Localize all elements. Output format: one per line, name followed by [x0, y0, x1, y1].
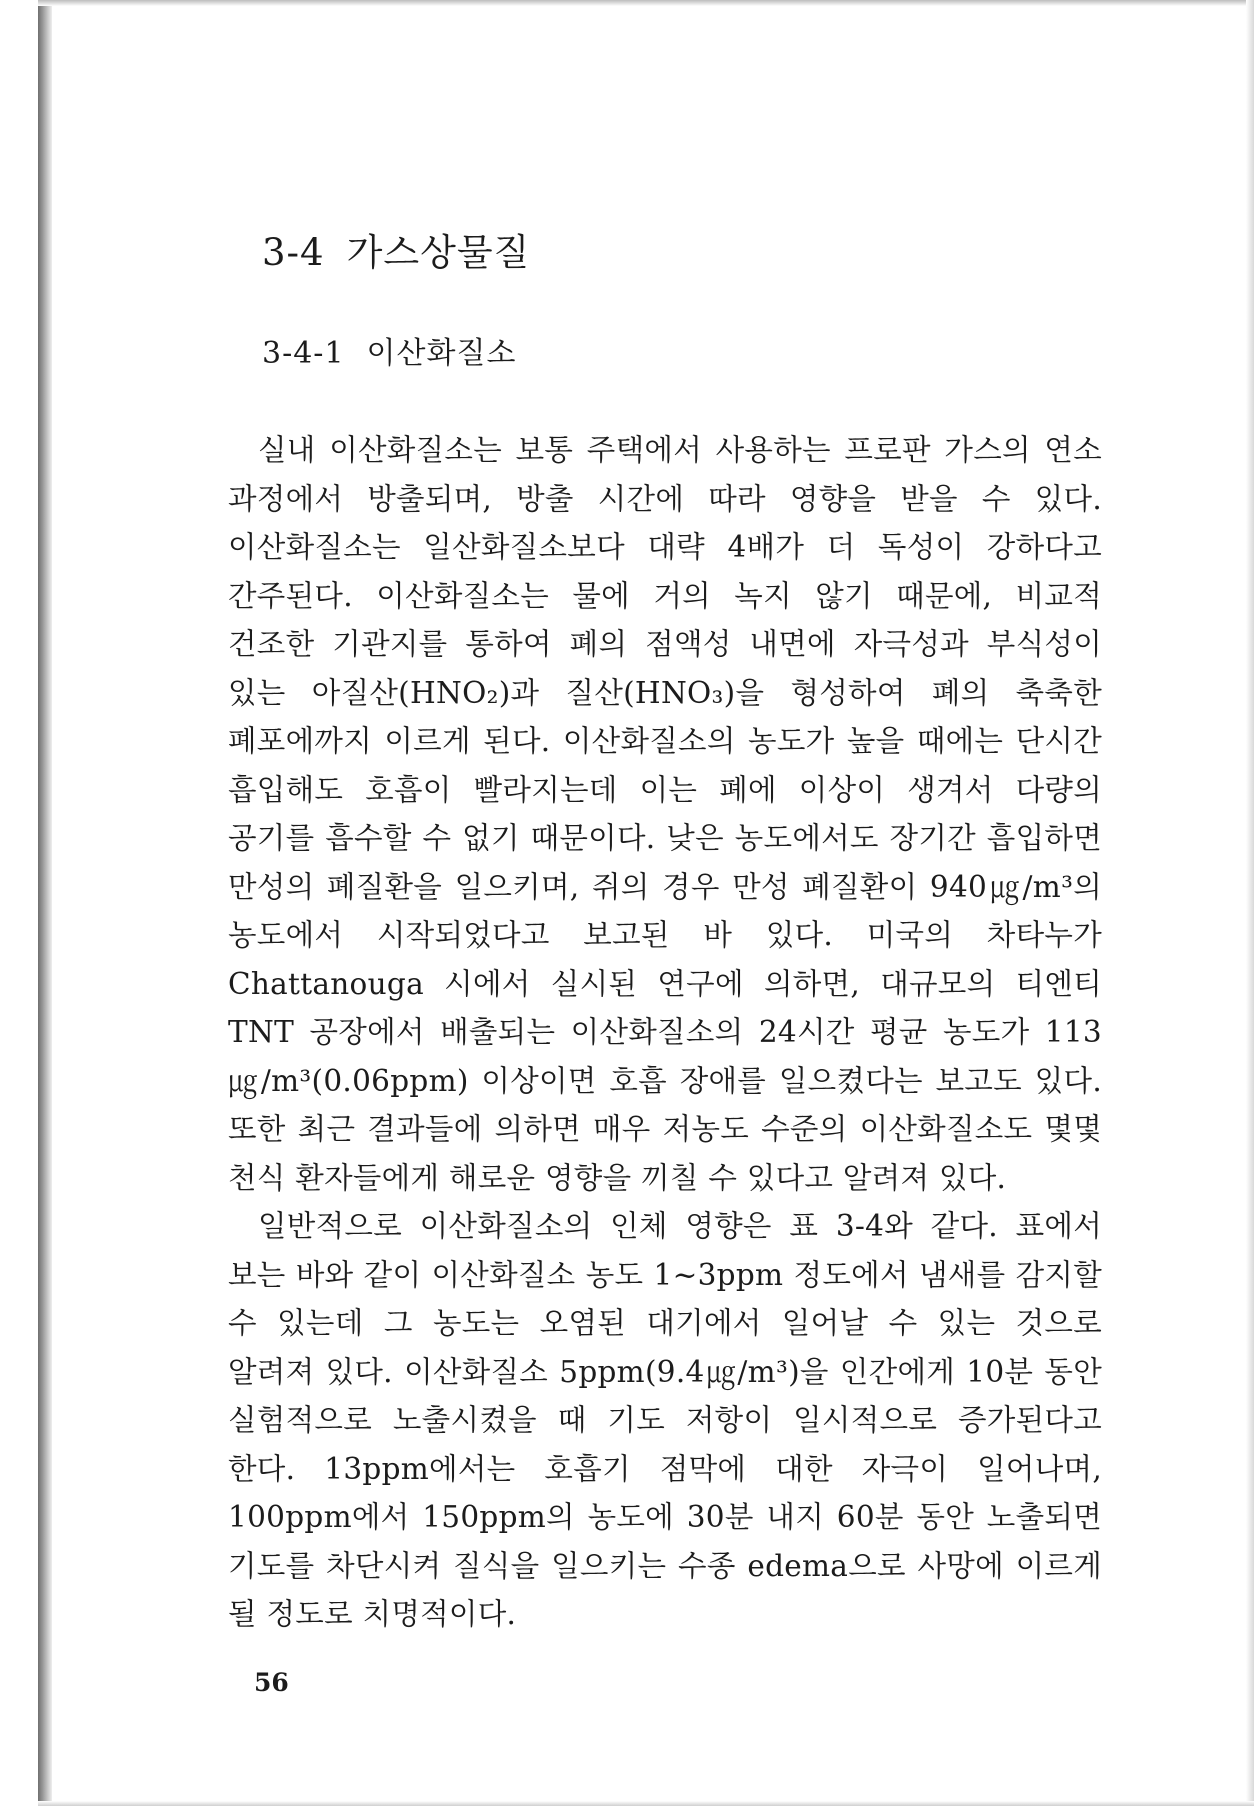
page-bottom-edge — [38, 1801, 1254, 1806]
paragraph-1: 실내 이산화질소는 보통 주택에서 사용하는 프로판 가스의 연소 과정에서 방출되며, 방출 시간에 따라 영향을 받을 수 있다. 이산화질소는 일산화질소보다 대략 4배가 더 독성이 강하다고 간주된다. 이산화질소는 물에 거의 녹지 않기 때문에, 비교적 건조한 기관지를 통하여 폐의 점액성 내면에 자극성과 부식성이 있는 아질산(HNO₂)과 질산(HNO₃)을 형성하여 폐의 축축한 폐포에까지 이르게 된다. 이산화질소의 농도가 높을 때에는 단시간 흡입해도 호흡이 빨라지는데 이는 폐에 이상이 생겨서 다량의 공기를 흡수할 수 없기 때문이다. 낮은 농도에서도 장기간 흡입하면 만성의 폐질환을 일으키며, 쥐의 경우 만성 폐질환이 940㎍/m³의 농도에서 시작되었다고 보고된 바 있다. 미국의 차타누가 Chattanouga 시에서 실시된 연구에 의하면, 대규모의 티엔티 TNT 공장에서 배출되는 이산화질소의 24시간 평균 농도가 113㎍/m³(0.06ppm) 이상이면 호흡 장애를 일으켰다는 보고도 있다. 또한 최근 결과들에 의하면 매우 저농도 수준의 이산화질소도 몇몇 천식 환자들에게 해로운 영향을 끼칠 수 있다고 알려져 있다. — [228, 433, 1102, 1195]
subsection-number: 3-4-1 — [262, 336, 345, 371]
paragraph-2: 일반적으로 이산화질소의 인체 영향은 표 3-4와 같다. 표에서 보는 바와 같이 이산화질소 농도 1~3ppm 정도에서 냄새를 감지할 수 있는데 그 농도는 오염된 대기에서 일어날 수 있는 것으로 알려져 있다. 이산화질소 5ppm(9.4㎍/m³)을 인간에게 10분 동안 실험적으로 노출시켰을 때 기도 저항이 일시적으로 증가된다고 한다. 13ppm에서는 호흡기 점막에 대한 자극이 일어나며, 100ppm에서 150ppm의 농도에 30분 내지 60분 동안 노출되면 기도를 차단시켜 질식을 일으키는 수종 edema으로 사망에 이르게 될 정도로 치명적이다. — [228, 1209, 1102, 1631]
subsection-title-text: 이산화질소 — [366, 336, 517, 371]
subsection-heading — [262, 328, 516, 372]
section-title-text: 가스상물질 — [346, 231, 531, 274]
section-number: 3-4 — [262, 231, 325, 274]
body-text — [228, 426, 1102, 1639]
page-top-edge — [38, 0, 1254, 6]
page-number: 56 — [254, 1668, 289, 1697]
section-heading — [262, 222, 530, 276]
page-binding-edge — [38, 0, 52, 1806]
page-right-edge — [1246, 0, 1254, 1806]
